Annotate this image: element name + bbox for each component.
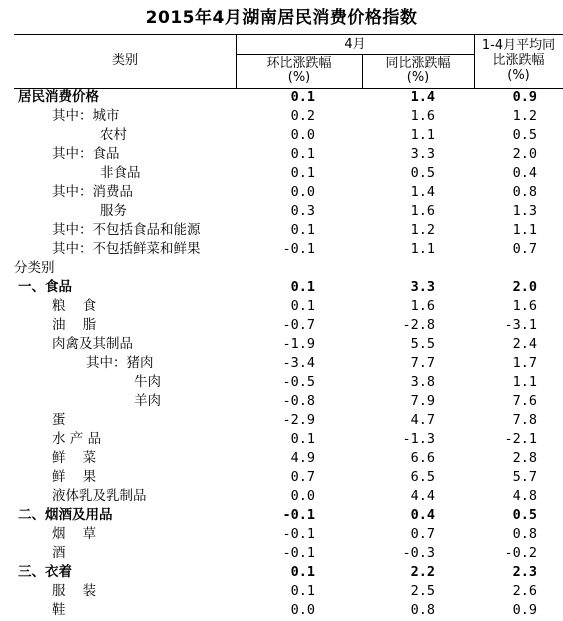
table-row <box>0 411 563 430</box>
yoy-value: 2.2 <box>410 564 435 580</box>
mom-value: 0.1 <box>290 583 315 599</box>
ytd-value: 1.1 <box>512 222 537 238</box>
ytd-value: -3.1 <box>504 317 537 333</box>
ytd-value: -2.1 <box>504 431 537 447</box>
table-row <box>0 563 563 582</box>
ytd-value: 1.3 <box>512 203 537 219</box>
ytd-value: 0.8 <box>512 526 537 542</box>
yoy-value: 6.5 <box>410 469 435 485</box>
row-label: 三、衣着 <box>18 564 72 580</box>
table-row <box>0 601 563 620</box>
table-row <box>0 506 563 525</box>
yoy-value: 1.6 <box>410 108 435 124</box>
mom-value: 0.2 <box>290 108 315 124</box>
table-row <box>0 335 563 354</box>
row-label: 其中：食品 <box>52 146 120 162</box>
table-row <box>0 88 563 107</box>
row-label: 农村 <box>100 127 127 143</box>
table-row <box>0 297 563 316</box>
yoy-value: 5.5 <box>410 336 435 352</box>
row-label: 其中：消费品 <box>52 184 133 200</box>
header-month-group: 4月 <box>344 37 366 52</box>
ytd-value: 0.9 <box>512 602 537 618</box>
yoy-value: 0.5 <box>410 165 435 181</box>
yoy-value: 2.5 <box>410 583 435 599</box>
ytd-value: 7.8 <box>512 412 537 428</box>
ytd-value: 2.3 <box>512 564 537 580</box>
yoy-value: 6.6 <box>410 450 435 466</box>
ytd-value: 2.8 <box>512 450 537 466</box>
ytd-value: 0.5 <box>512 507 537 523</box>
row-label: 分类别 <box>14 260 55 276</box>
mom-value: 0.0 <box>290 602 315 618</box>
mom-value: -0.1 <box>282 526 315 542</box>
row-label: 液体乳及乳制品 <box>52 488 147 504</box>
ytd-value: 1.6 <box>512 298 537 314</box>
table-row <box>0 316 563 335</box>
table-row <box>0 164 563 183</box>
ytd-value: 0.7 <box>512 241 537 257</box>
table-row <box>0 525 563 544</box>
yoy-value: 1.6 <box>410 203 435 219</box>
yoy-value: 1.1 <box>410 241 435 257</box>
yoy-value: 3.3 <box>410 146 435 162</box>
table-row <box>0 430 563 449</box>
ytd-value: 5.7 <box>512 469 537 485</box>
mom-value: 0.7 <box>290 469 315 485</box>
yoy-value: 1.6 <box>410 298 435 314</box>
row-label: 一、食品 <box>18 279 72 295</box>
yoy-value: 1.4 <box>410 89 435 105</box>
mom-value: 0.1 <box>290 298 315 314</box>
yoy-value: 7.9 <box>410 393 435 409</box>
mom-value: -0.8 <box>282 393 315 409</box>
table-row <box>0 259 563 278</box>
yoy-value: -0.3 <box>402 545 435 561</box>
ytd-value: 0.9 <box>512 89 537 105</box>
mom-value: 0.1 <box>290 89 315 105</box>
table-row <box>0 145 563 164</box>
ytd-value: 1.7 <box>512 355 537 371</box>
row-label: 酒 <box>52 545 66 561</box>
table-row <box>0 278 563 297</box>
yoy-value: 3.3 <box>410 279 435 295</box>
ytd-value: 1.1 <box>512 374 537 390</box>
row-label: 其中：猪肉 <box>86 355 154 371</box>
row-label: 油 脂 <box>52 317 97 333</box>
table-row <box>0 107 563 126</box>
mom-value: 0.0 <box>290 488 315 504</box>
yoy-value: 0.8 <box>410 602 435 618</box>
row-label: 非食品 <box>100 165 141 181</box>
ytd-value: 1.2 <box>512 108 537 124</box>
yoy-value: 3.8 <box>410 374 435 390</box>
mom-value: 0.0 <box>290 184 315 200</box>
table-row <box>0 373 563 392</box>
ytd-value: 7.6 <box>512 393 537 409</box>
table-row <box>0 240 563 259</box>
mom-value: 0.0 <box>290 127 315 143</box>
ytd-value: 2.4 <box>512 336 537 352</box>
mom-value: 0.3 <box>290 203 315 219</box>
ytd-value: 4.8 <box>512 488 537 504</box>
mom-value: -3.4 <box>282 355 315 371</box>
row-label: 鲜 菜 <box>52 450 97 466</box>
yoy-value: 4.4 <box>410 488 435 504</box>
mom-value: 4.9 <box>290 450 315 466</box>
header-mom: 环比涨跌幅 (%) <box>266 56 332 85</box>
mom-value: 0.1 <box>290 564 315 580</box>
table-row <box>0 202 563 221</box>
mom-value: -0.5 <box>282 374 315 390</box>
row-label: 居民消费价格 <box>18 89 99 105</box>
table-row <box>0 126 563 145</box>
row-label: 其中：城市 <box>52 108 120 124</box>
table-row <box>0 487 563 506</box>
row-label: 其中：不包括食品和能源 <box>52 222 201 238</box>
row-label: 服 装 <box>52 583 97 599</box>
yoy-value: 4.7 <box>410 412 435 428</box>
table-row <box>0 544 563 563</box>
yoy-value: -2.8 <box>402 317 435 333</box>
row-label: 鲜 果 <box>52 469 97 485</box>
mom-value: 0.1 <box>290 431 315 447</box>
row-label: 其中：不包括鲜菜和鲜果 <box>52 241 201 257</box>
ytd-value: 0.5 <box>512 127 537 143</box>
table-row <box>0 392 563 411</box>
row-label: 服务 <box>100 203 127 219</box>
month-group-rule <box>236 54 474 55</box>
mom-value: 0.1 <box>290 165 315 181</box>
row-label: 鞋 <box>52 602 66 618</box>
page-title: 2015年4月湖南居民消费价格指数 <box>145 8 418 28</box>
yoy-value: -1.3 <box>402 431 435 447</box>
ytd-value: 0.4 <box>512 165 537 181</box>
table-top-rule <box>14 34 563 35</box>
mom-value: 0.1 <box>290 279 315 295</box>
mom-value: -0.1 <box>282 545 315 561</box>
table-row <box>0 221 563 240</box>
table-row <box>0 354 563 373</box>
table-row <box>0 582 563 601</box>
mom-value: -0.7 <box>282 317 315 333</box>
mom-value: 0.1 <box>290 222 315 238</box>
table-row <box>0 468 563 487</box>
header-ytd: 1-4月平均同 比涨跌幅 (%) <box>481 38 556 83</box>
ytd-value: 2.0 <box>512 146 537 162</box>
yoy-value: 7.7 <box>410 355 435 371</box>
ytd-value: -0.2 <box>504 545 537 561</box>
mom-value: -1.9 <box>282 336 315 352</box>
yoy-value: 0.7 <box>410 526 435 542</box>
header-yoy: 同比涨跌幅 (%) <box>385 56 451 85</box>
yoy-value: 1.1 <box>410 127 435 143</box>
yoy-value: 0.4 <box>410 507 435 523</box>
mom-value: -0.1 <box>282 507 315 523</box>
row-label: 水 产 品 <box>52 431 102 447</box>
row-label: 羊肉 <box>134 393 161 409</box>
yoy-value: 1.4 <box>410 184 435 200</box>
row-label: 肉禽及其制品 <box>52 336 133 352</box>
yoy-value: 1.2 <box>410 222 435 238</box>
header-category: 类别 <box>111 53 138 68</box>
ytd-value: 2.0 <box>512 279 537 295</box>
row-label: 烟 草 <box>52 526 97 542</box>
row-label: 二、烟酒及用品 <box>18 507 113 523</box>
mom-value: -2.9 <box>282 412 315 428</box>
mom-value: -0.1 <box>282 241 315 257</box>
row-label: 牛肉 <box>134 374 161 390</box>
row-label: 蛋 <box>52 412 66 428</box>
mom-value: 0.1 <box>290 146 315 162</box>
table-row <box>0 449 563 468</box>
ytd-value: 2.6 <box>512 583 537 599</box>
table-row <box>0 183 563 202</box>
row-label: 粮 食 <box>52 298 97 314</box>
ytd-value: 0.8 <box>512 184 537 200</box>
